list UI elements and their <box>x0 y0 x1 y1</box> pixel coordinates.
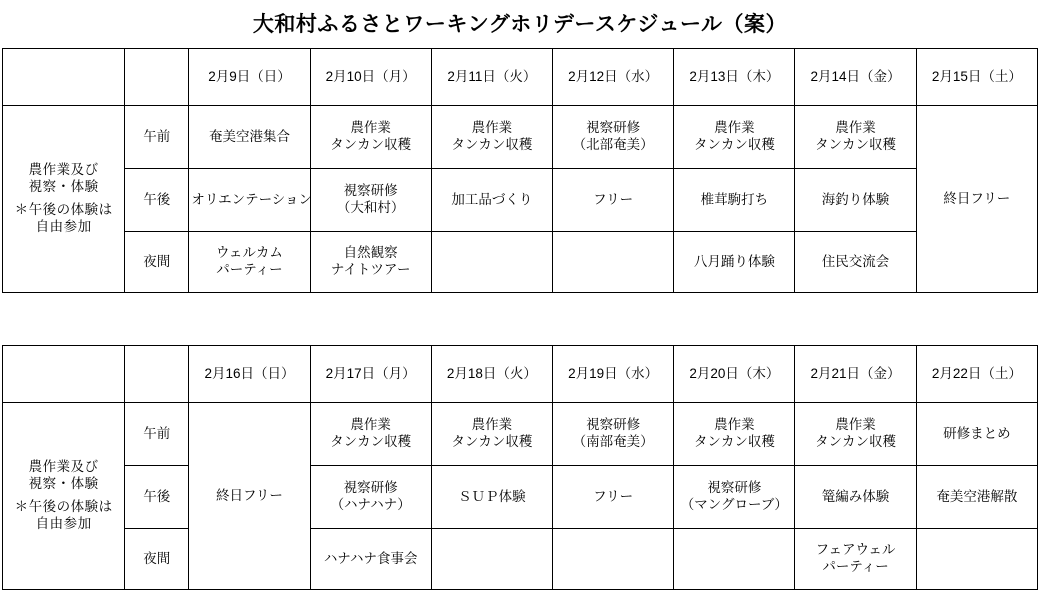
week2-ev-cell-5 <box>916 529 1037 590</box>
week2-date-1: 2月17日（月） <box>310 346 431 403</box>
week2-evening-row <box>3 529 1038 590</box>
week2-am-cell-5: 研修まとめ <box>916 403 1037 466</box>
week1-slot-header <box>125 49 189 106</box>
week1-pm-cell-3: フリー <box>553 169 674 232</box>
week2-am-cell-4: 農作業 タンカン収穫 <box>795 403 916 466</box>
week2-date-3: 2月19日（水） <box>553 346 674 403</box>
week1-pm-cell-5: 海釣り体験 <box>795 169 916 232</box>
week1-row-label-line3: ＊午後の体験は <box>14 202 113 217</box>
week1-date-6: 2月15日（土） <box>916 49 1037 106</box>
week1-date-3: 2月12日（水） <box>553 49 674 106</box>
week2-pm-cell-2: フリー <box>553 466 674 529</box>
week2-slot-am: 午前 <box>125 403 189 466</box>
week2-date-6: 2月22日（土） <box>916 346 1037 403</box>
table-gap <box>0 293 1040 345</box>
week1-ev-cell-0: ウェルカム パーティー <box>189 232 310 293</box>
week1-morning-row <box>3 106 1038 169</box>
week1-pm-cell-2: 加工品づくり <box>431 169 552 232</box>
week2-corner-cell <box>3 346 125 403</box>
week2-am-cell-2: 視察研修 （南部奄美） <box>553 403 674 466</box>
week2-ev-cell-2 <box>553 529 674 590</box>
week2-ev-cell-0: ハナハナ食事会 <box>310 529 431 590</box>
week2-afternoon-row <box>3 466 1038 529</box>
week2-ev-cell-3 <box>674 529 795 590</box>
schedule-document <box>0 8 1040 615</box>
week2-row-label-line4: 自由参加 <box>35 515 92 531</box>
week1-pm-cell-0: オリエンテーション <box>189 169 310 232</box>
week2-slot-pm: 午後 <box>125 466 189 529</box>
week2-header-row <box>3 346 1038 403</box>
week1-afternoon-row <box>3 169 1038 232</box>
week1-date-4: 2月13日（木） <box>674 49 795 106</box>
week1-ev-cell-1: 自然観察 ナイトツアー <box>310 232 431 293</box>
week1-date-5: 2月14日（金） <box>795 49 916 106</box>
week2-sunday-all-day: 終日フリー <box>189 403 310 590</box>
week1-row-label-line1: 農作業及び <box>28 162 99 178</box>
week1-slot-ev: 夜間 <box>125 232 189 293</box>
week1-table <box>2 48 1038 293</box>
week2-ev-cell-4: フェアウェル パーティー <box>795 529 916 590</box>
week1-ev-cell-4: 八月踊り体験 <box>674 232 795 293</box>
week2-slot-header <box>125 346 189 403</box>
week2-pm-cell-1: ＳＵＰ体験 <box>431 466 552 529</box>
week2-row-label-line2: 視察・体験 <box>28 476 99 492</box>
week2-ev-cell-1 <box>431 529 552 590</box>
week1-am-cell-5: 農作業 タンカン収穫 <box>795 106 916 169</box>
page-title: 大和村ふるさとワーキングホリデースケジュール（案） <box>252 13 788 36</box>
week2-row-label <box>3 403 125 590</box>
week1-evening-row <box>3 232 1038 293</box>
week1-header-row <box>3 49 1038 106</box>
week2-am-cell-3: 農作業 タンカン収穫 <box>674 403 795 466</box>
week2-pm-cell-4: 篭編み体験 <box>795 466 916 529</box>
week1-pm-cell-4: 椎茸駒打ち <box>674 169 795 232</box>
week2-date-4: 2月20日（木） <box>674 346 795 403</box>
week1-am-cell-1: 農作業 タンカン収穫 <box>310 106 431 169</box>
week1-ev-cell-5: 住民交流会 <box>795 232 916 293</box>
week1-row-label-line2: 視察・体験 <box>28 179 99 195</box>
week1-slot-pm: 午後 <box>125 169 189 232</box>
week2-pm-cell-5: 奄美空港解散 <box>916 466 1037 529</box>
week2-table <box>2 345 1038 590</box>
week2-date-2: 2月18日（火） <box>431 346 552 403</box>
week1-slot-am: 午前 <box>125 106 189 169</box>
week1-pm-cell-1: 視察研修 （大和村） <box>310 169 431 232</box>
week1-row-label-line4: 自由参加 <box>35 218 92 234</box>
week1-ev-cell-3 <box>553 232 674 293</box>
week2-row-label-line3: ＊午後の体験は <box>14 499 113 514</box>
week2-row-label-line1: 農作業及び <box>28 459 99 475</box>
week1-am-cell-2: 農作業 タンカン収穫 <box>431 106 552 169</box>
week1-corner-cell <box>3 49 125 106</box>
week1-date-0: 2月9日（日） <box>189 49 310 106</box>
week2-morning-row <box>3 403 1038 466</box>
week2-am-cell-1: 農作業 タンカン収穫 <box>431 403 552 466</box>
week2-pm-cell-0: 視察研修 （ハナハナ） <box>310 466 431 529</box>
week1-am-cell-3: 視察研修 （北部奄美） <box>553 106 674 169</box>
week1-am-cell-4: 農作業 タンカン収穫 <box>674 106 795 169</box>
week1-am-cell-0: 奄美空港集合 <box>189 106 310 169</box>
week2-date-0: 2月16日（日） <box>189 346 310 403</box>
week1-date-2: 2月11日（火） <box>431 49 552 106</box>
week1-ev-cell-2 <box>431 232 552 293</box>
week2-slot-ev: 夜間 <box>125 529 189 590</box>
week1-row-label <box>3 106 125 293</box>
week2-date-5: 2月21日（金） <box>795 346 916 403</box>
week1-date-1: 2月10日（月） <box>310 49 431 106</box>
week2-pm-cell-3: 視察研修 （マングローブ） <box>674 466 795 529</box>
week1-saturday-all-day: 終日フリー <box>916 106 1037 293</box>
week2-am-cell-0: 農作業 タンカン収穫 <box>310 403 431 466</box>
